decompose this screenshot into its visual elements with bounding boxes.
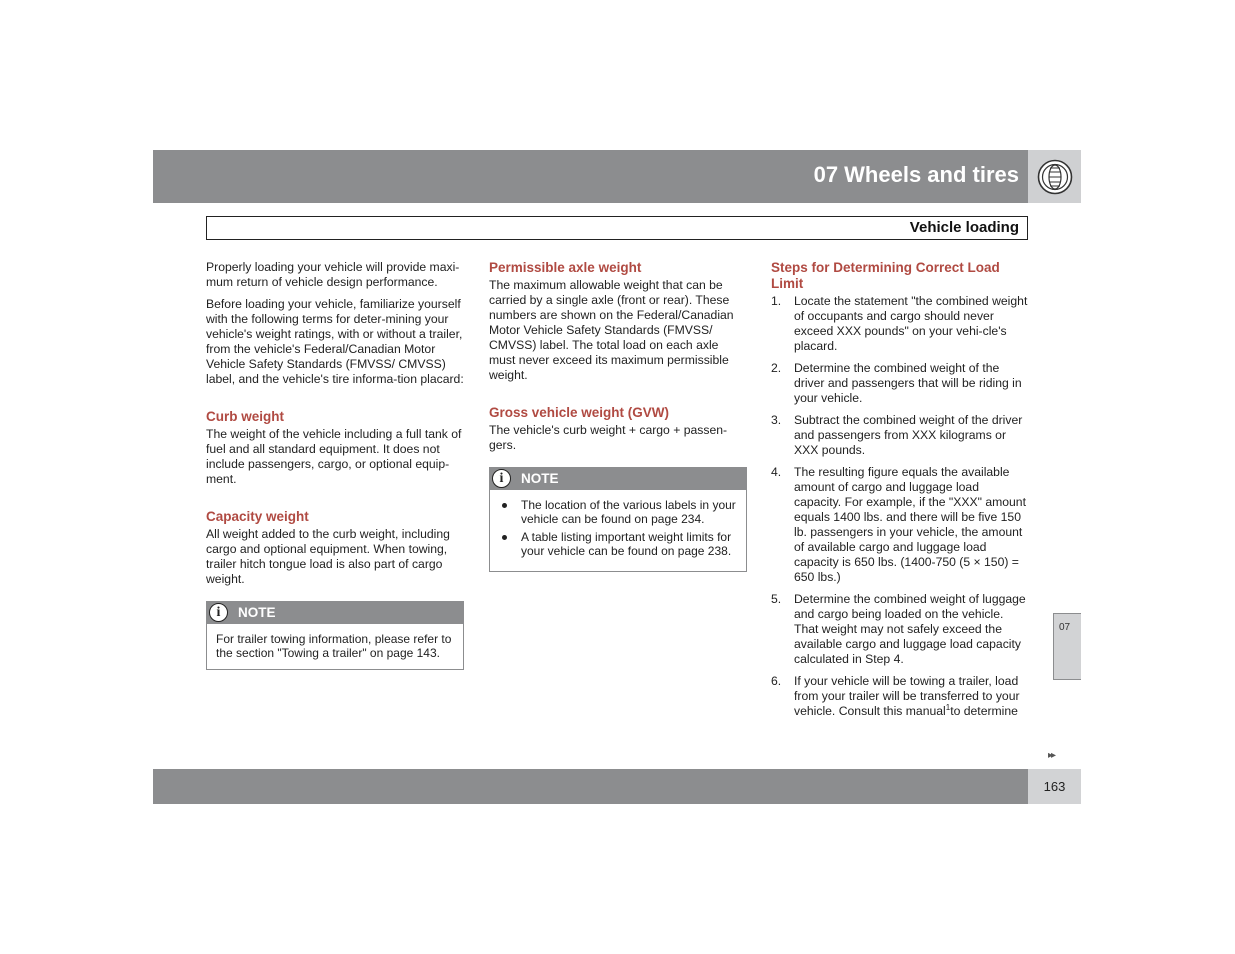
intro-paragraph-1: Properly loading your vehicle will provide maxi-mum return of vehicle design performance. xyxy=(206,260,460,289)
note-body xyxy=(490,490,746,571)
step-item: 3. Subtract the combined weight of the driver and passengers from XXX kilograms or XXX pounds. xyxy=(771,413,1023,457)
step-item: 4. The resulting figure equals the available amount of cargo and luggage load capacity. For example, if the "XXX" amount equals 1400 lbs. and there will be five 150 lb. passengers in your vehicle, the amount of available cargo and luggage load capacity is 650 lbs. (1400-750 (5 × 150) = 650 lbs.) xyxy=(771,465,1026,584)
section-title: Vehicle loading xyxy=(909,219,1019,236)
axle-weight-heading: Permissible axle weight xyxy=(489,260,642,275)
column-1 xyxy=(206,260,464,670)
column-2 xyxy=(489,260,747,572)
chapter-header-bar xyxy=(153,150,1028,203)
chapter-icon-box xyxy=(1028,150,1081,203)
note-list-item: A table listing important weight limits for your vehicle can be found on page 238. xyxy=(499,530,737,558)
step-item: 6. If your vehicle will be towing a trailer, load from your trailer will be transferred to your vehicle. Consult this manual$^1$to determine xyxy=(771,674,1020,718)
chapter-side-tab xyxy=(1053,613,1081,680)
curb-weight-heading: Curb weight xyxy=(206,409,284,424)
note-header xyxy=(207,602,463,624)
step-item: 2. Determine the combined weight of the driver and passengers that will be riding in your vehicle. xyxy=(771,361,1022,405)
tire-icon xyxy=(1037,159,1073,195)
page-number: 163 xyxy=(1043,779,1066,794)
steps-heading: Steps for Determining Correct Load Limit xyxy=(771,260,1000,291)
bullet-icon xyxy=(502,503,507,508)
page-number-box xyxy=(1028,769,1081,804)
footer-bar xyxy=(153,769,1028,804)
note-label: NOTE xyxy=(521,471,559,486)
column-3 xyxy=(771,260,1029,726)
capacity-weight-text: All weight added to the curb weight, including cargo and optional equipment. When towing, trailer hitch tongue load is also part of cargo weight. xyxy=(206,527,450,586)
side-tab-label: 07 xyxy=(1059,622,1071,633)
gvw-text: The vehicle's curb weight + cargo + passen-gers. xyxy=(489,423,728,452)
steps-list xyxy=(771,294,1029,719)
axle-weight-text: The maximum allowable weight that can be carried by a single axle (front or rear). These numbers are shown on the Federal/Canadian Motor Vehicle Safety Standards (FMVSS/ CMVSS) label. The total load on each axle must never exceed its maximum permissible weight. xyxy=(489,278,734,382)
note-label: NOTE xyxy=(238,605,276,620)
curb-weight-text: The weight of the vehicle including a full tank of fuel and all standard equipment. It does not include passengers, cargo, or optional equip-ment. xyxy=(206,427,462,486)
note-header xyxy=(490,468,746,490)
section-title-box xyxy=(206,216,1028,240)
note-body: For trailer towing information, please refer to the section "Towing a trailer" on page 143. xyxy=(216,632,452,660)
note-box xyxy=(489,467,747,572)
step-item: 1. Locate the statement "the combined weight of occupants and cargo should never exceed XXX pounds" on your vehi-cle's placard. xyxy=(771,294,1028,353)
bullet-icon xyxy=(502,535,507,540)
gvw-heading: Gross vehicle weight (GVW) xyxy=(489,405,670,420)
info-icon: i xyxy=(209,603,228,622)
info-icon: i xyxy=(492,469,511,488)
chapter-title: 07 Wheels and tires xyxy=(813,162,1019,187)
capacity-weight-heading: Capacity weight xyxy=(206,509,309,524)
intro-paragraph-2: Before loading your vehicle, familiarize yourself with the following terms for deter-mining your vehicle's weight ratings, with or without a trailer, from the vehicle's Federal/Canadian Motor Vehicle Safety Standards (FMVSS/ CMVSS) label, and the vehicle's tire informa-tion placard: xyxy=(206,297,464,386)
footnote-marker: 1 xyxy=(945,702,951,712)
note-list-item: The location of the various labels in your vehicle can be found on page 234. xyxy=(499,498,737,526)
continue-arrows-icon: ▸▸ xyxy=(1048,750,1055,761)
note-box xyxy=(206,601,464,670)
step-item: 5. Determine the combined weight of luggage and cargo being loaded on the vehicle. That weight may not safely exceed the available cargo and luggage load capacity calculated in Step 4. xyxy=(771,592,1026,666)
